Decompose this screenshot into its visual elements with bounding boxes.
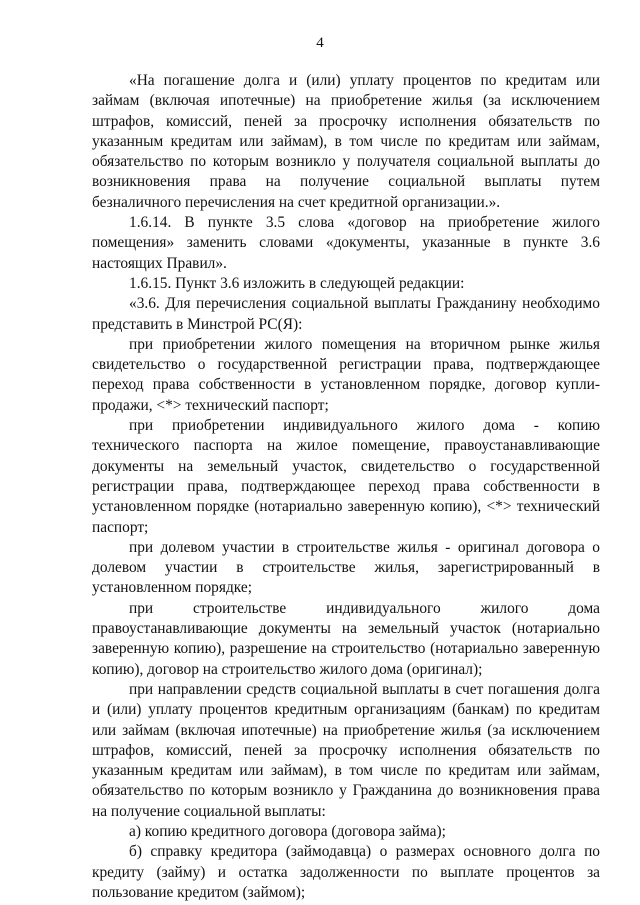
paragraph-shared-construction: при долевом участии в строительстве жилья - оригинал договора о долевом участии в строительстве жилья, зарегистрированный в установленном порядке;: [92, 538, 600, 597]
paragraph-house-construction: при строительстве индивидуального жилого дома правоустанавливающие документы на земельный участок (нотариально заверенную копию), разрешение на строительство (нотариально заверенную копию), договор на строительство жилого дома (оригинал);: [92, 599, 600, 678]
paragraph-1-6-15: 1.6.15. Пункт 3.6 изложить в следующей редакции:: [129, 274, 465, 292]
page-number: 4: [316, 35, 324, 51]
paragraph-individual-house: при приобретении индивидуального жилого дома - копию технического паспорта на жилое помещение, правоустанавливающие документы на земельный участок, свидетельство о государственной регистрации права, подтверждающее переход права собственности в установленном порядке (нотариально заверенную копию), <*> технический паспорт;: [92, 417, 600, 536]
document-body: [92, 71, 600, 903]
paragraph-secondary-market: при приобретении жилого помещения на вторичном рынке жилья свидетельство о государственной регистрации права, подтверждающее переход права собственности в установленном порядке, договор купли-продажи, <*> технический паспорт;: [92, 335, 600, 414]
paragraph-3-6: «3.6. Для перечисления социальной выплаты Гражданину необходимо представить в Минстрой РС(Я):: [92, 295, 600, 333]
list-item-b: б) справку кредитора (займодавца) о размерах основного долга по кредиту (займу) и остатка задолженности по выплате процентов за пользование кредитом (займом);: [92, 843, 600, 901]
paragraph-1-6-14: 1.6.14. В пункте 3.5 слова «договор на приобретение жилого помещения» заменить словами «документы, указанные в пункте 3.6 настоящих Правил».: [92, 214, 600, 272]
paragraph-loan-repayment: при направлении средств социальной выплаты в счет погашения долга и (или) уплату процентов кредитным организациям (банкам) по кредитам или займам (включая ипотечные) на приобретение жилья (за исключением штрафов, комиссий, пеней за просрочку исполнения обязательств по указанным кредитам или займам), в том числе по кредитам или займам, обязательство по которым возникло у Гражданина до возникновения права на получение социальной выплаты:: [92, 680, 600, 820]
list-item-a: а) копию кредитного договора (договора займа);: [129, 822, 446, 840]
paragraph-continuation-quote: «На погашение долга и (или) уплату процентов по кредитам или займам (включая ипотечные) на приобретение жилья (за исключением штрафов, комиссий, пеней за просрочку исполнения обязательств по указанным кредитам или займам), в том числе по кредитам или займам, обязательство по которым возникло у получателя социальной выплаты до возникновения права на получение социальной выплаты путем безналичного перечисления на счет кредитной организации.».: [92, 72, 600, 211]
